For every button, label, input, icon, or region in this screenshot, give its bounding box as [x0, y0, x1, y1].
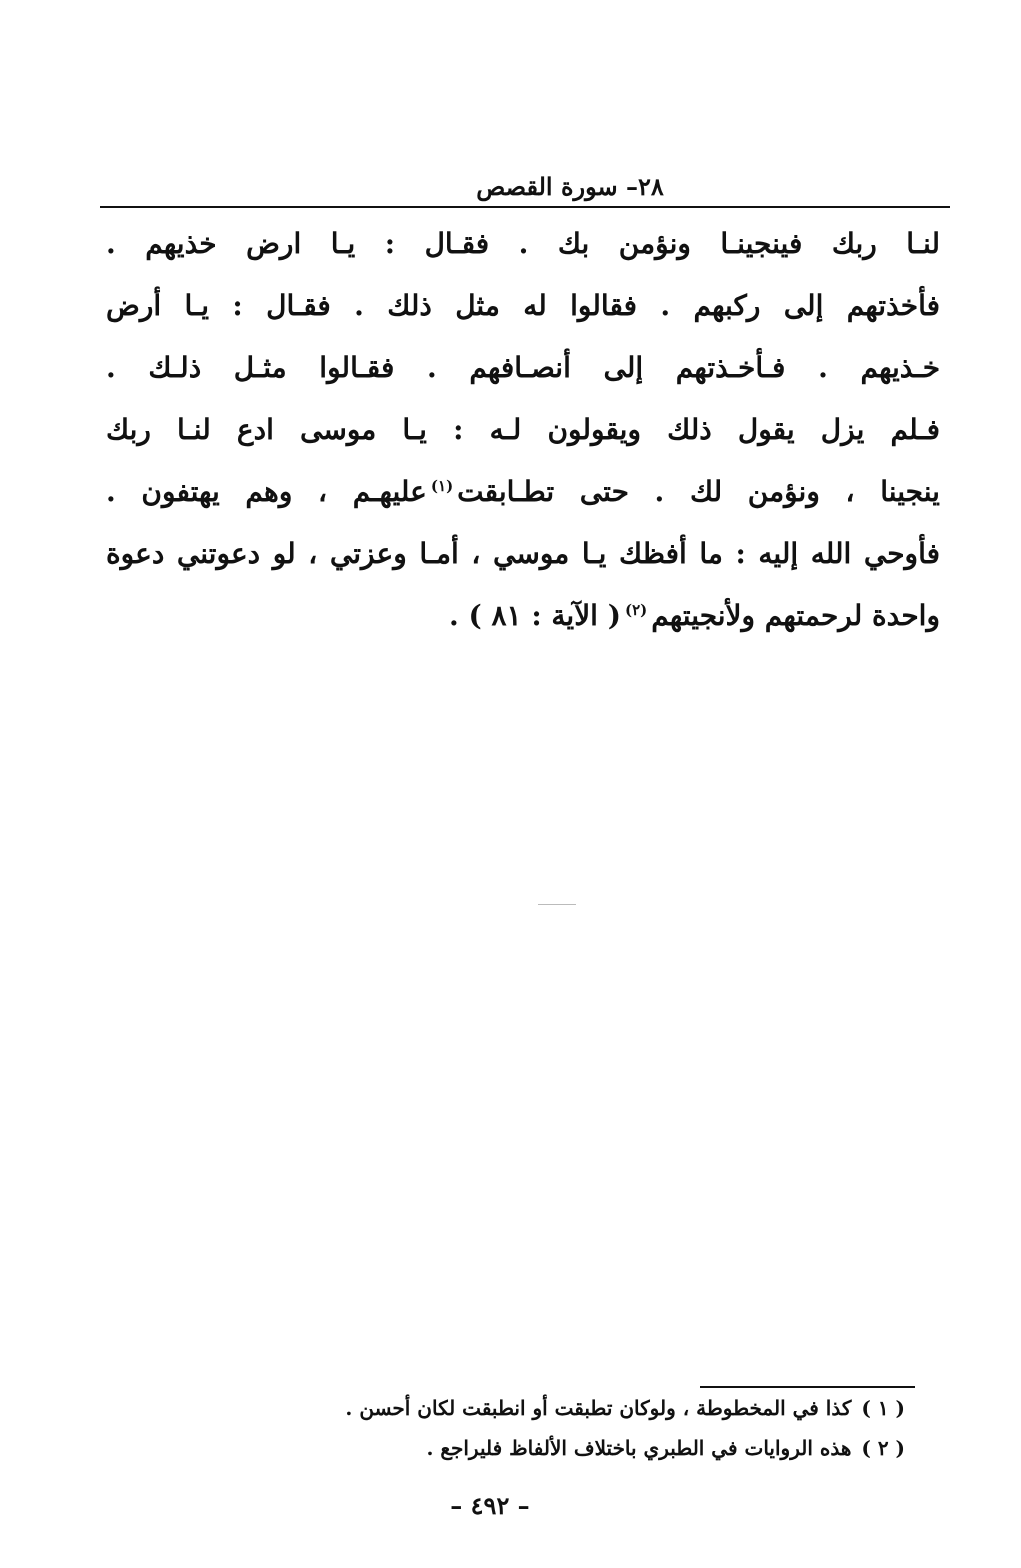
body-line: فأخذتهم إلى ركبهم . فقالوا له مثل ذلك . فقـال : يـا أرض [106, 289, 940, 322]
body-line: فأوحي الله إليه : ما أفظك يـا موسي ، أمـا وعزتي ، لو دعوتني دعوة [106, 537, 940, 570]
body-line [106, 585, 940, 647]
page-number: – ٤٩٢ – [450, 1491, 530, 1520]
footnote-item [180, 1388, 905, 1428]
body-line: فـلم يزل يقول ذلك ويقولون لـه : يـا موسى ادع لنـا ربك [106, 413, 940, 446]
body-line: خـذيهم . فـأخـذتهم إلى أنصـافهم . فقـالوا مثـل ذلـك . [106, 351, 940, 384]
footnote-text: كذا في المخطوطة ، ولوكان تطبقت أو انطبقت لكان أحسن . [345, 1396, 852, 1420]
running-header-title: ٢٨– سورة القصص [476, 172, 664, 201]
verse-reference: ( الآية : ٨١ ) . [449, 599, 621, 632]
footnote-ref-2: (٢) [624, 600, 648, 619]
body-line-segment: ينجينا ، ونؤمن لك . حتى تطـابقت [457, 475, 940, 508]
body-line: لنـا ربك فينجينـا ونؤمن بك . فقـال : يـا ارض خذيهم . [106, 227, 940, 260]
body-line-segment: عليهـم ، وهم يهتفون . [106, 475, 427, 508]
footnote-item [180, 1428, 905, 1468]
stray-mark [538, 904, 576, 905]
body-line [106, 461, 940, 523]
footnote-ref-1: (١) [430, 476, 454, 495]
header-rule [100, 206, 950, 208]
body-text [106, 213, 940, 647]
footnote-number: ( ٢ ) [861, 1436, 905, 1460]
body-line-segment: واحدة لرحمتهم ولأنجيتهم [651, 599, 940, 632]
footnote-number: ( ١ ) [861, 1396, 905, 1420]
footnotes [180, 1388, 905, 1468]
footnote-text: هذه الروايات في الطبري باختلاف الألفاظ فليراجع . [426, 1436, 852, 1460]
